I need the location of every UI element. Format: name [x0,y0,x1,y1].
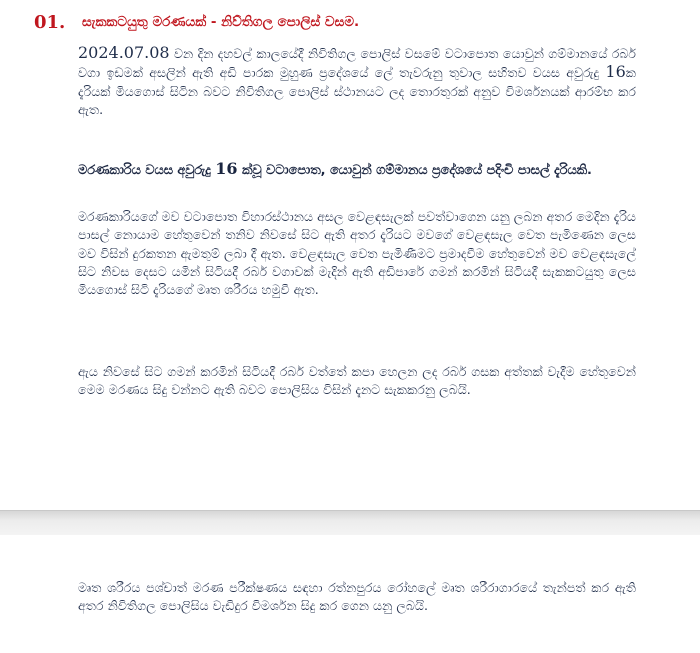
paragraph-details: මරණකාරියගේ මව වටාපොත විහාරස්ථානය අසල වෙළඳසැලක් පවත්වාගෙන යනු ලබන අතර මෙදින දැරිය පාසල් නොයාම හේතුවෙන් තනිව නිවසේ සිට ඇති අතර දැරියට මවගේ වෙළඳසැල වෙත පැමිණෙන ලෙස මව විසින් දුරකතන ඇමතුම් ලබා දී ඇත. වෙළඳසැල වෙත පැමිණීමට ප්‍රමාදවීම හේතුවෙන් මව වෙළඳසැලේ සිට නිවස දෙසට යමින් සිටියදී රබර් වගාවක් මැදින් ඇති අඩිපාරේ ගමන් කරමින් සිටියදී සැකකටයුතු ලෙස මියගොස් සිටි දැරියගේ මෘත ශරීරය හමුවී ඇත. [78,209,636,298]
paragraph-postmortem: මෘත ශරීරය පශ්චාත් මරණ පරීක්ෂණය සඳහා රත්නපුරය රෝහලේ මෘත ශරීරාගාරයේ තැන්පත් කර ඇති අතර නිවිතිගල පොලිසිය වැඩිදුර විමර්ශන සිදු කර ගෙන යනු ලබයි. [78,580,636,614]
deceased-text-b: ක්වූ වටාපොත, යොවුන් ගම්මානය ප්‍රදේශයේ පදිංචි පාසල් දැරියකි. [237,163,592,178]
incident-age: 16 [605,62,626,82]
paragraph-deceased-bold [78,158,636,182]
paragraph-cause: ඇය නිවසේ සිට ගමන් කරමින් සිටියදී රබර් වත්තේ කපා හෙලන ලද රබර් ගසක අත්තක් වැදීම හේතුවෙන් මෙම මරණය සිදු වන්නට ඇති බවට පොලිසිය විසින් දැනට සැකකරනු ලබයි. [78,364,636,398]
section-number: 01. [34,12,66,33]
document-page-next [0,535,700,653]
section-heading [34,12,674,40]
incident-date: 2024.07.08 [78,43,170,62]
section-title: සැකකටයුතු මරණයක් - නිව්තිගල පොලිස් වසම. [82,14,360,30]
page-separator [0,510,700,535]
incident-text-a: වන දින දහවල් කාලයේදී නිවිතිගල පොලිස් වසමේ වටාපොත යොවුන් ගම්මානයේ රබර් වගා ඉඩමක් අසලින් ඇති අඩි පාරක මුහුණ ප්‍රදේශයේ ලේ තැවරුනු තුවාල සහිතව වයස අවුරුදු [78,46,636,81]
incident-text-b: ක දැරියක් මියගොස් සිටින බවට නිවිතිගල පොලිස් ස්ථානයට ලද තොරතුරක් අනුව විමර්ශනයක් ආරම්භ කර ඇත. [78,65,636,117]
paragraph-incident [78,44,636,119]
deceased-age: 16 [215,159,238,178]
deceased-text-a: මරණකාරිය වයස අවුරුදු [78,163,216,178]
